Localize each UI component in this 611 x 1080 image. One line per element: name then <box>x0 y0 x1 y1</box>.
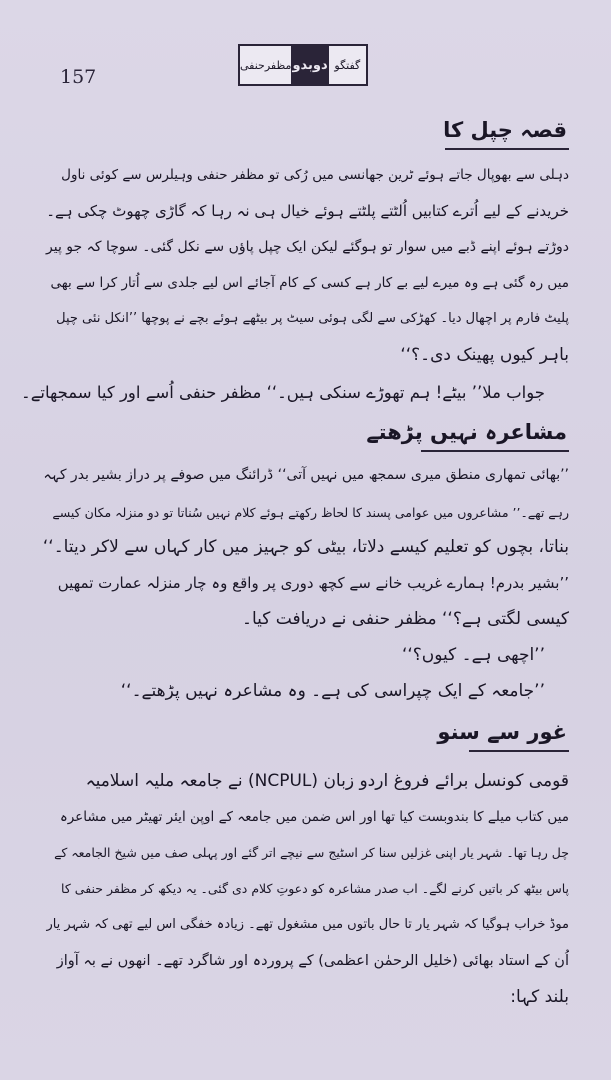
section-heading: مشاعرہ نہیں پڑھتے <box>366 420 567 444</box>
heading-underline <box>445 148 569 150</box>
text-line: اُن کے استاد بھائی (خلیل الرحمٰن اعظمی) کے پروردہ اور شاگرد تھے۔ انھوں نے بہ آواز <box>56 953 569 969</box>
text-line: میں کتاب میلے کا بندوبست کیا تھا اور اس ضمن میں جامعہ کے اوپن ایئر تھیٹر میں مشاعرہ <box>59 809 569 825</box>
header-series: گفتگو <box>334 58 361 72</box>
heading-underline <box>421 450 569 452</box>
text-line: خریدنے کے لیے اُترے کتابیں اُلٹتے پلٹتے ہوئے خیال ہی نہ رہا کہ گاڑی چھوٹ چکی ہے۔ <box>46 202 569 220</box>
text-line: ’’بشیر بدرم! ہمارے غریب خانے سے کچھ دوری پر واقع وہ چار منزلہ عمارت تمھیں <box>57 574 569 592</box>
text-line: دہلی سے بھوپال جاتے ہوئے ٹرین جھانسی میں رُکی تو مظفر حنفی وہیلرس سے کوئی ناول <box>61 167 569 183</box>
heading-underline <box>469 750 569 752</box>
text-line: ’’اچھی ہے۔ کیوں؟‘‘ <box>401 645 545 665</box>
section-heading: غور سے سنو <box>437 720 567 744</box>
section-heading: قصہ چپل کا <box>443 118 567 142</box>
text-line: میں رہ گئی ہے وہ میرے لیے بے کار ہے کسی کے کام آجائے اس لیے جلدی سے اُتار کرا سے بھی <box>50 275 569 291</box>
text-line: پلیٹ فارم پر اچھال دیا۔ کھڑکی سے لگی ہوئی سیٹ پر بیٹھے ہوئے بچے نے پوچھا ’’انکل نئی چپل <box>56 311 569 326</box>
text-line: ’’بھائی تمھاری منطق میری سمجھ میں نہیں آتی‘‘ ڈرائنگ میں صوفے پر دراز بشیر بدر کہہ <box>43 467 569 483</box>
text-line: ’’جامعہ کے ایک چپراسی کی ہے۔ وہ مشاعرہ نہیں پڑھتے۔‘‘ <box>120 681 545 701</box>
header-title: دوبدو <box>291 46 328 84</box>
page-number: 157 <box>60 66 97 88</box>
header-author: مظفرحنفی <box>240 58 292 72</box>
text-line: کیسی لگتی ہے؟‘‘ مظفر حنفی نے دریافت کیا۔ <box>241 609 569 629</box>
text-line: بناتا، بچوں کو تعلیم کیسے دلاتا، بیٹی کو جہیز میں کار کہاں سے لاکر دیتا۔‘‘ <box>43 537 569 557</box>
text-line: چل رہا تھا۔ شہر یار اپنی غزلیں سنا کر اسٹیج سے نیچے اتر گئے اور پہلی صف میں شیخ الجامعہ کے <box>54 845 569 860</box>
text-line: باہر کیوں پھینک دی۔؟‘‘ <box>400 345 569 365</box>
text-line: قومی کونسل برائے فروغ اردو زبان (NCPUL) نے جامعہ ملیہ اسلامیہ <box>85 771 569 791</box>
text-line: پاس بیٹھ کر باتیں کرنے لگے۔ اب صدر مشاعرہ کو دعوتِ کلام دی گئی۔ یہ دیکھ کر مظفر حنفی کا <box>61 881 569 896</box>
text-line: دوڑتے ہوئے اپنے ڈبے میں سوار تو ہوگئے لیکن ایک چپل پاؤں سے نکل گئی۔ سوچا کہ جو پیر <box>46 239 569 255</box>
text-line: جواب ملا’’ بیٹے! ہم تھوڑے سنکی ہیں۔‘‘ مظفر حنفی اُسے اور کیا سمجھاتے۔ <box>21 383 545 402</box>
text-line: بلند کہا: <box>510 987 569 1007</box>
text-line: رہے تھے۔’’ مشاعروں میں عوامی پسند کا لحاظ رکھتے ہوئے کلام نہیں سُناتا تو دو منزلہ مکان کیسے <box>52 505 569 520</box>
running-header <box>238 44 368 86</box>
text-line: موڈ خراب ہوگیا کہ شہر یار تا حال باتوں میں مشغول تھے۔ زیادہ خفگی اس لیے تھی کہ شہر یار <box>46 917 569 932</box>
